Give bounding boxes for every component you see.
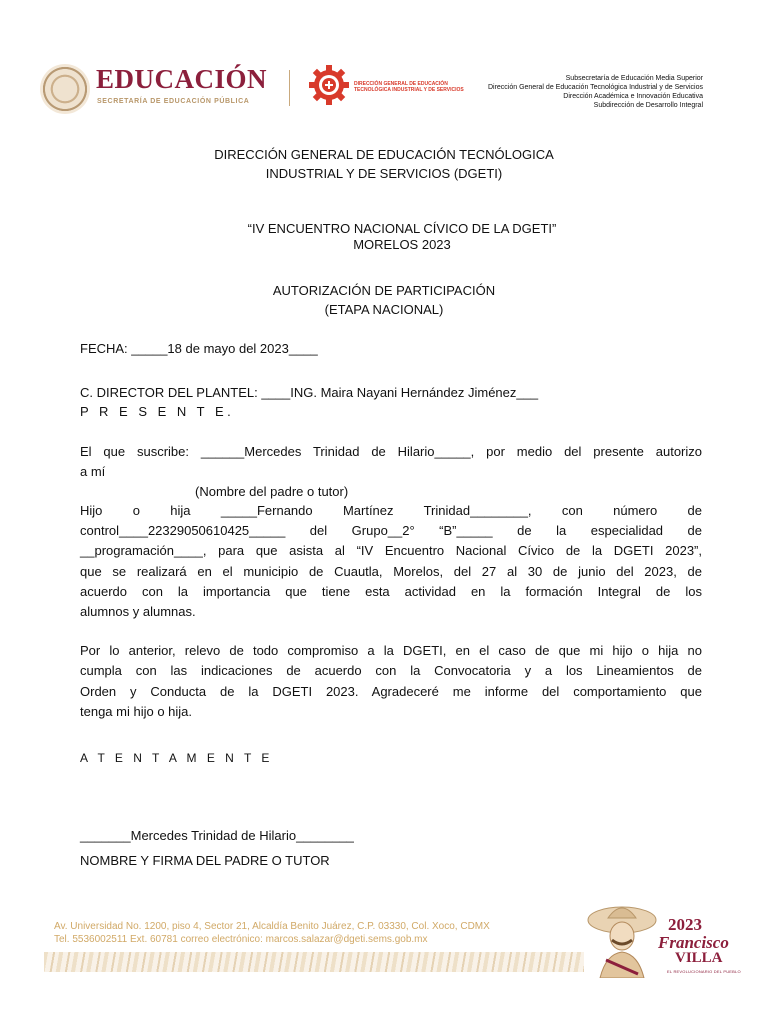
villa-name: Francisco <box>658 933 729 952</box>
org-title-line-1: DIRECCIÓN GENERAL DE EDUCACIÓN TECNÓLOGICA <box>214 147 554 162</box>
presente-line: P R E S E N T E. <box>80 404 235 419</box>
header-divider <box>289 70 290 106</box>
footer-contact: Tel. 5536002511 Ext. 60781 correo electrónico: marcos.salazar@dgeti.sems.gob.mx <box>54 934 428 945</box>
paragraph-2-line-4: tenga mi hijo o hija. <box>80 704 193 719</box>
header-line-direccion-academica: Dirección Académica e Innovación Educativa <box>563 93 703 100</box>
suscribe-line-2: a mí <box>80 464 106 479</box>
atentamente-line: A T E N T A M E N T E <box>80 751 273 765</box>
fecha-line: FECHA: _____18 de mayo del 2023____ <box>80 341 318 356</box>
dgeti-logo-text <box>354 81 469 93</box>
villa-tagline: EL REVOLUCIONARIO DEL PUEBLO <box>667 969 741 974</box>
padre-tutor-hint: (Nombre del padre o tutor) <box>195 484 349 499</box>
paragraph-1-line-6: alumnos y alumnas. <box>80 604 196 619</box>
header-line-direccion-general: Dirección General de Educación Tecnológica Industrial y de Servicios <box>487 84 703 91</box>
director-line: C. DIRECTOR DEL PLANTEL: ____ING. Maira Nayani Hernández Jiménez___ <box>80 385 539 400</box>
sep-logo-title: EDUCACIÓN <box>96 64 268 94</box>
paragraph-2-line-1: Por lo anterior, relevo de todo compromiso a la DGETI, en el caso de que mi hijo o hija no <box>80 643 702 658</box>
authorization-title-line-2: (ETAPA NACIONAL) <box>324 302 444 317</box>
paragraph-1-line-1: Hijo o hija _____Fernando Martínez Trinidad________, con número de <box>80 503 702 518</box>
sep-logo-subtitle: SECRETARÍA DE EDUCACIÓN PÚBLICA <box>97 98 250 105</box>
header-institution-block <box>488 74 703 110</box>
paragraph-1-line-4: que se realizará en el municipio de Cuautla, Morelos, del 27 al 30 de junio del 2023, de <box>80 564 702 579</box>
footer-address: Av. Universidad No. 1200, piso 4, Sector 21, Alcaldía Benito Juárez, C.P. 03330, Col. Xoco, CDMX <box>54 921 490 932</box>
paragraph-2-line-2: cumpla con las indicaciones de acuerdo con la Convocatoria y a los Lineamientos de <box>80 663 702 678</box>
villa-surname: VILLA <box>675 950 723 966</box>
dgeti-text-line-2: TECNOLÓGICA INDUSTRIAL Y DE SERVICIOS <box>354 87 464 93</box>
footer-decorative-band <box>44 952 584 972</box>
paragraph-1-line-2: control____22329050610425_____ del Grupo__2° “B”_____ de la especialidad de <box>80 523 702 538</box>
signature-name: _______Mercedes Trinidad de Hilario________ <box>80 828 354 843</box>
org-title-line-2: INDUSTRIAL Y DE SERVICIOS (DGETI) <box>265 166 503 181</box>
signature-label: NOMBRE Y FIRMA DEL PADRE O TUTOR <box>80 853 330 868</box>
paragraph-1-line-5: acuerdo con la importancia que tiene esta actividad en la formación Integral de los <box>80 584 702 599</box>
paragraph-1-line-3: __programación____, para que asista al “IV Encuentro Nacional Cívico de la DGETI 2023”, <box>80 543 702 558</box>
header-line-subsecretaria: Subsecretaría de Educación Media Superior <box>565 75 703 82</box>
villa-year: 2023 <box>668 915 702 934</box>
villa-portrait-icon <box>586 898 658 978</box>
dgeti-gear-logo-icon <box>308 64 350 106</box>
suscribe-line-1: El que suscribe: ______Mercedes Trinidad de Hilario_____, por medio del presente autorizo <box>80 444 702 459</box>
authorization-title-line-1: AUTORIZACIÓN DE PARTICIPACIÓN <box>272 283 496 298</box>
national-seal-icon <box>40 64 90 114</box>
event-title-line-2: MORELOS 2023 <box>353 237 451 252</box>
dgeti-text-line-1: DIRECCIÓN GENERAL DE EDUCACIÓN <box>354 81 448 87</box>
event-title-line-1: “IV ENCUENTRO NACIONAL CÍVICO DE LA DGETI” <box>247 221 557 236</box>
paragraph-2-line-3: Orden y Conducta de la DGETI 2023. Agradeceré me informe del comportamiento que <box>80 684 702 699</box>
header-line-subdireccion: Subdirección de Desarrollo Integral <box>593 102 703 109</box>
